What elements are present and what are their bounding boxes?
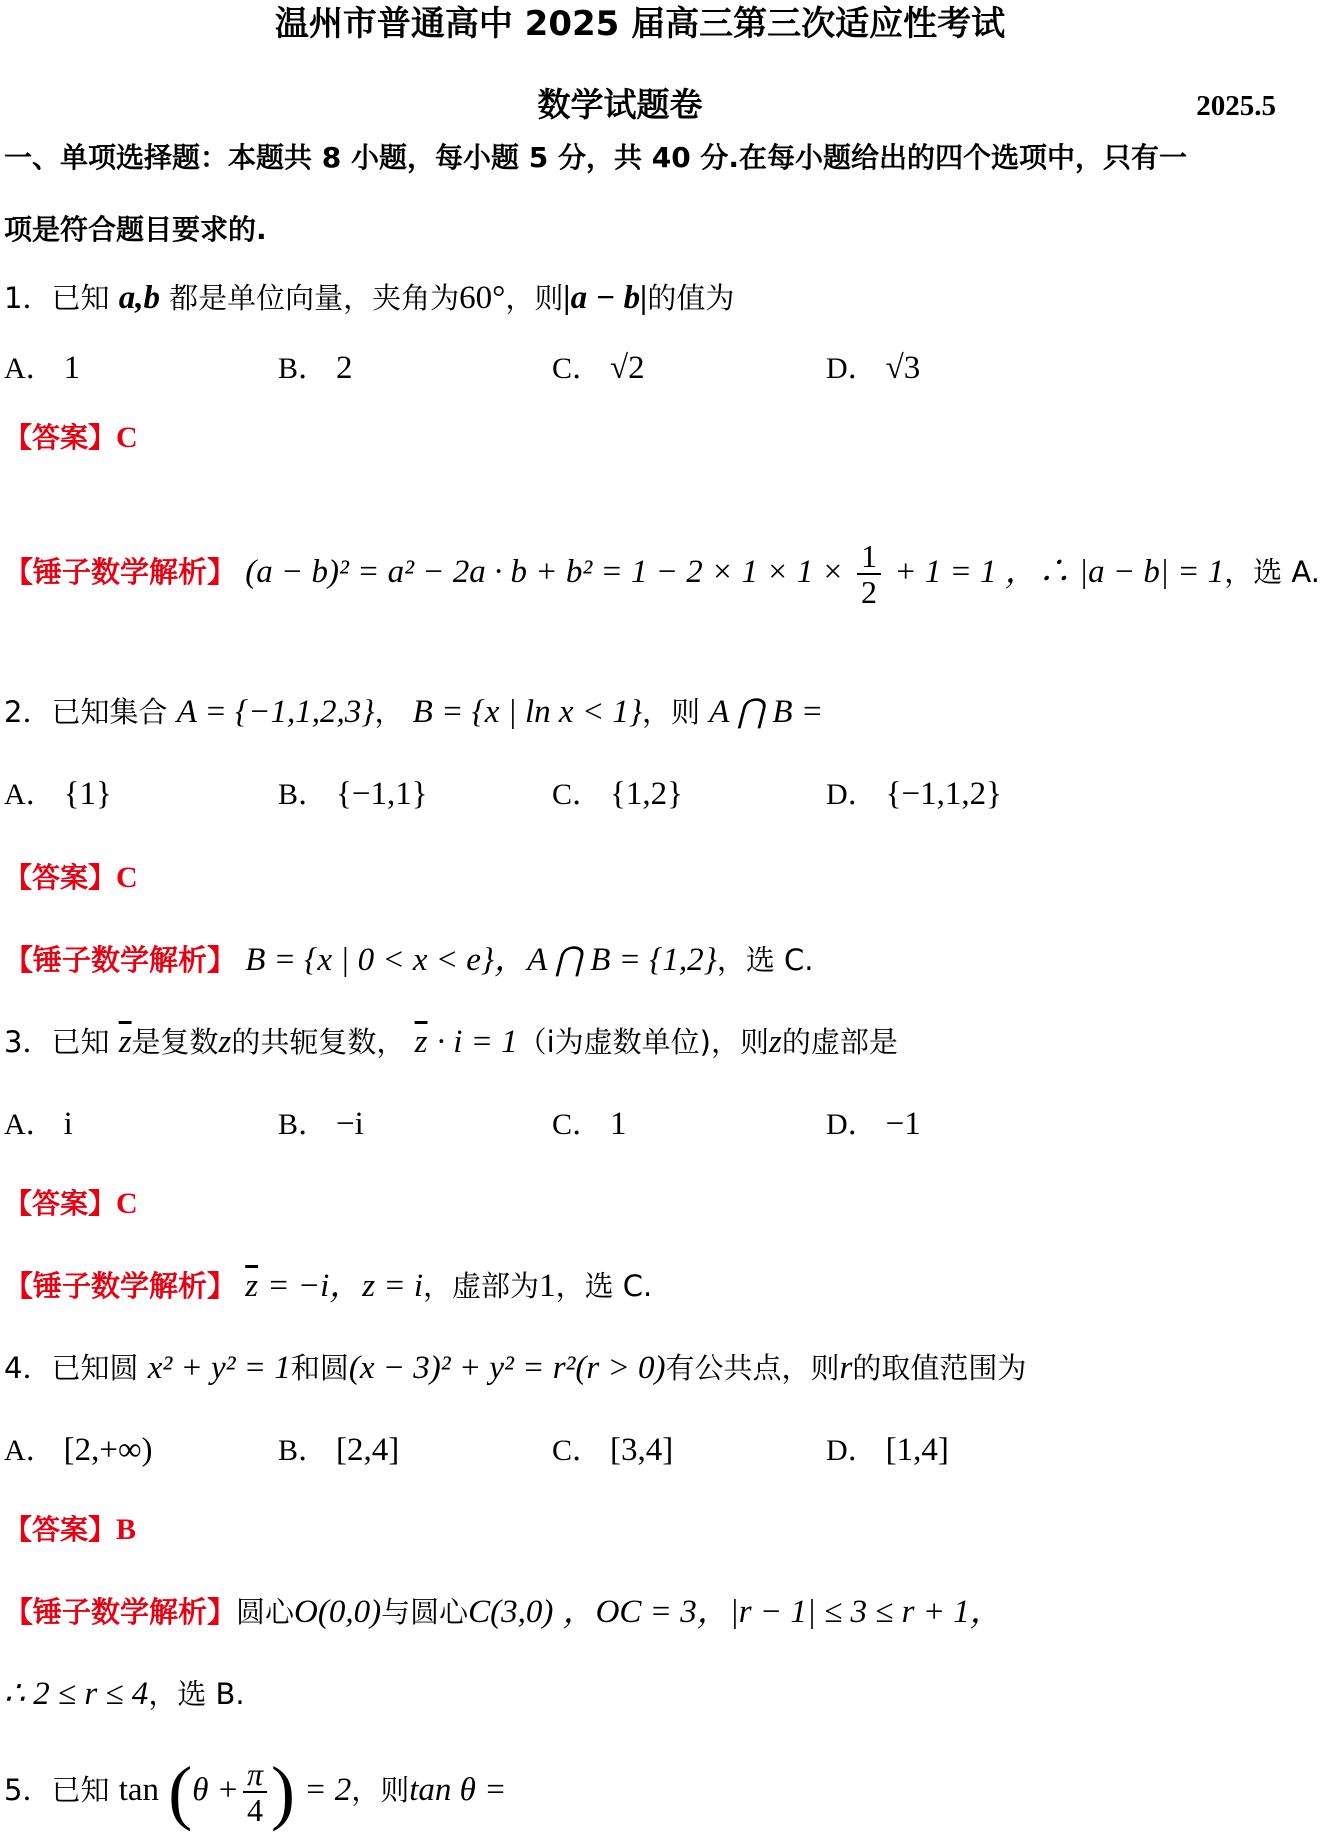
question-4: 4．已知圆 x² + y² = 1和圆(x − 3)² + y² = r²(r > 0)有公共点，则r的取值范围为: [4, 1350, 1027, 1386]
question-number: 3．: [4, 1025, 52, 1059]
question-number: 4．: [4, 1351, 52, 1385]
fraction-pi-over-4: $\frac{\pi}{4}$: [243, 1757, 267, 1827]
q3-analysis: 【锤子数学解析】 $\overline{z} = -i$，z = i，虚部为1，选 C.: [4, 1268, 653, 1304]
option-c: C． {1,2}: [552, 776, 683, 812]
option-c: C． 1: [552, 1106, 627, 1142]
exam-date: 2025.5: [1196, 90, 1276, 122]
exam-subtitle: 数学试题卷: [537, 85, 703, 124]
section-heading-line1: 一、单项选择题：本题共 8 小题，每小题 5 分，共 40 分.在每小题给出的四个选项中，只有一: [4, 141, 1188, 174]
fraction-one-half: $\frac{1}{2}$: [857, 539, 881, 609]
option-c: C． √2: [552, 350, 645, 386]
question-1: 1．已知 a,b 都是单位向量，夹角为60°，则|a − b|的值为: [4, 280, 735, 316]
question-5: 5．已知 tan (θ + $\frac{\pi}{4}$ ) = 2，则tan θ =: [4, 1752, 507, 1832]
question-2: 2．已知集合 A = {−1,1,2,3}， B = {x | ln x < 1}，则 A ⋂ B =: [4, 694, 824, 730]
section-heading-line2: 项是符合题目要求的.: [4, 213, 267, 246]
question-3: 3．已知 $\overline{z}$是复数z的共轭复数， $\overline{z} \cdot i = 1(i$为虚数单位)，则z的虚部是: [4, 1024, 898, 1060]
q4-analysis: 【锤子数学解析】圆心O(0,0)与圆心C(3,0) ，OC = 3，|r − 1| ≤ 3 ≤ r + 1，: [4, 1594, 1003, 1630]
exam-title: 温州市普通高中 2025 届高三第三次适应性考试: [274, 4, 1006, 44]
question-number: 2．: [4, 695, 52, 729]
option-c: C． [3,4]: [552, 1432, 674, 1468]
q1-answer: 【答案】C: [4, 421, 138, 454]
option-a: A． {1}: [4, 776, 112, 812]
option-a: A． i: [4, 1106, 73, 1142]
question-number: 5．: [4, 1773, 52, 1807]
q2-answer: 【答案】C: [4, 861, 138, 894]
q1-analysis: 【锤子数学解析】 (a − b)² = a² − 2a · b + b² = 1 − 2 × 1 × 1 × $\frac{1}{2}$ + 1 = 1 ，∴ |a − b| = 1，选 A.: [4, 538, 1320, 610]
q4-analysis-line2: ∴ 2 ≤ r ≤ 4，选 B.: [4, 1676, 245, 1712]
option-d: D． [1,4]: [826, 1432, 949, 1468]
option-b: B． {−1,1}: [278, 776, 428, 812]
option-b: B． [2,4]: [278, 1432, 400, 1468]
option-d: D． −1: [826, 1106, 921, 1142]
question-number: 1．: [4, 281, 52, 315]
q2-analysis: 【锤子数学解析】 B = {x | 0 < x < e}，A ⋂ B = {1,2}，选 C.: [4, 942, 814, 978]
q3-answer: 【答案】C: [4, 1187, 138, 1220]
option-d: D． √3: [826, 350, 921, 386]
option-a: A． [2,+∞): [4, 1432, 153, 1468]
option-b: B． 2: [278, 350, 353, 386]
z-conjugate: $\overline{z}$: [118, 1024, 132, 1060]
option-b: B． −i: [278, 1106, 364, 1142]
option-a: A． 1: [4, 350, 81, 386]
q4-answer: 【答案】B: [4, 1513, 137, 1546]
option-d: D． {−1,1,2}: [826, 776, 1002, 812]
